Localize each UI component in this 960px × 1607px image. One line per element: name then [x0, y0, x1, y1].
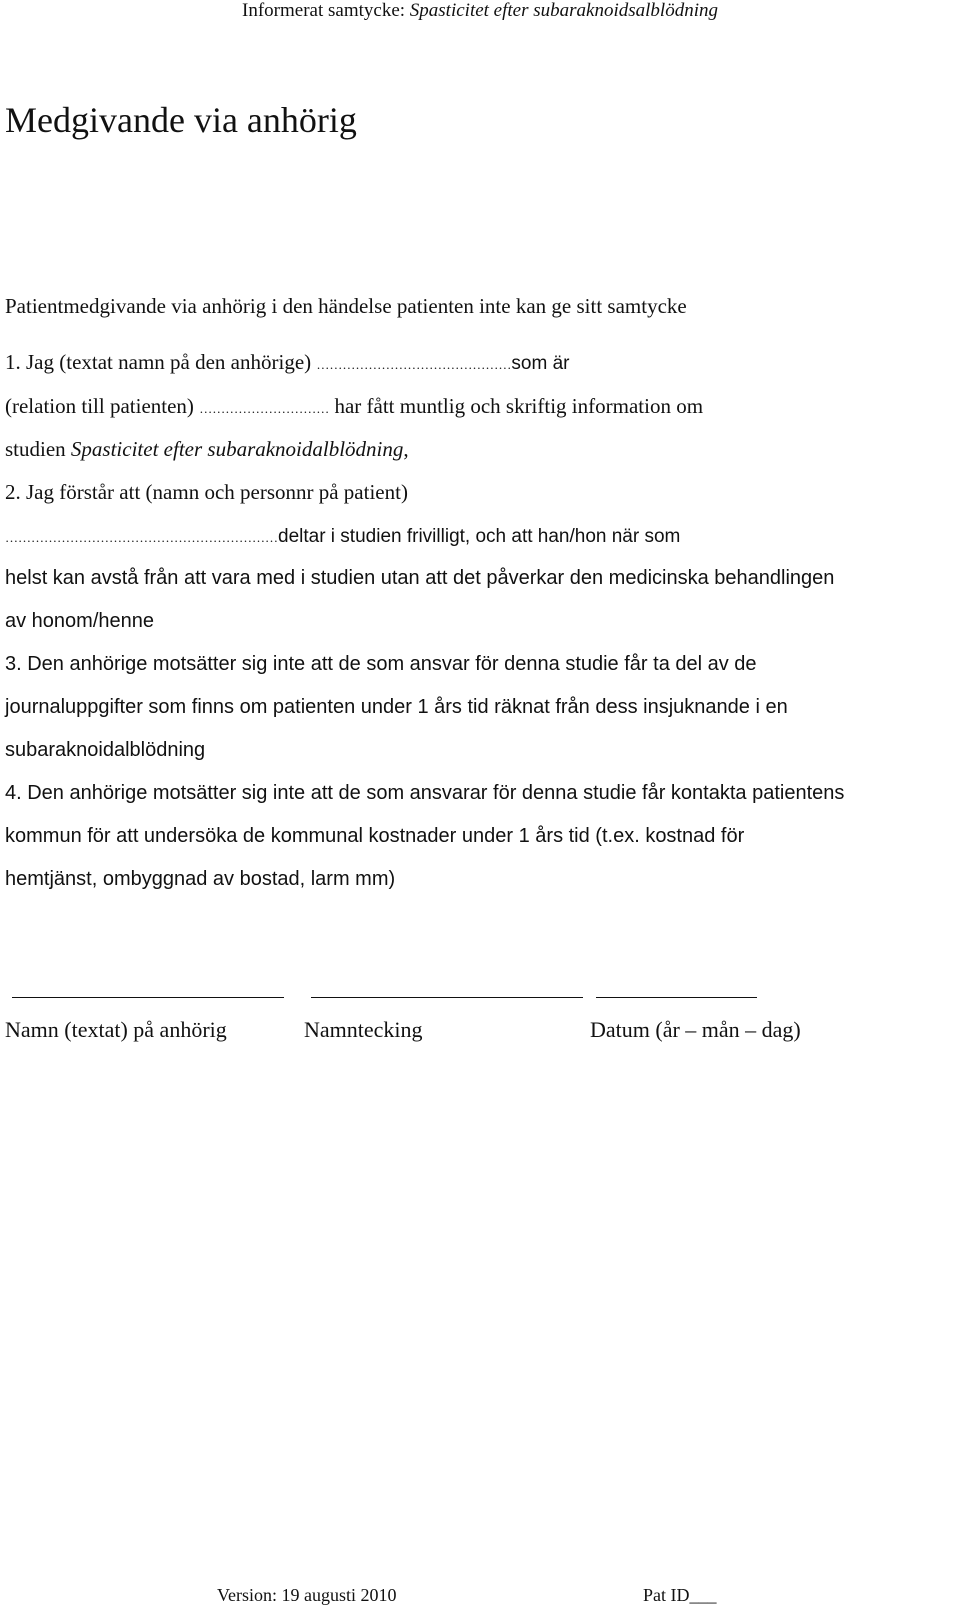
name-signature-line[interactable]	[12, 997, 284, 998]
header-study-title: Spasticitet efter subaraknoidsalblödning	[409, 0, 718, 21]
item2-line2	[5, 522, 680, 551]
item2-line1: 2. Jag förstår att (namn och personnr på patient)	[5, 480, 408, 504]
item4-line2: kommun för att undersöka de kommunal kostnader under 1 års tid (t.ex. kostnad för	[5, 825, 745, 847]
item1-line3	[5, 436, 409, 462]
date-signature-line[interactable]	[596, 997, 757, 998]
relation-field[interactable]: …………………………	[199, 401, 330, 416]
item2-line2-text: deltar i studien frivilligt, och att han/hon när som	[278, 526, 681, 547]
item1-line1-end: som är	[511, 353, 570, 374]
document-title: Medgivande via anhörig	[5, 100, 357, 140]
signature-line[interactable]	[311, 997, 583, 998]
signature-label: Namntecking	[304, 1017, 423, 1042]
item1-line2	[5, 393, 703, 422]
version-text: Version: 19 augusti 2010	[217, 1585, 397, 1605]
item3-line2: journaluppgifter som finns om patienten under 1 års tid räknat från dess insjuknande i en	[5, 696, 788, 718]
item2-line4: av honom/henne	[5, 610, 155, 632]
item4-line3: hemtjänst, ombyggnad av bostad, larm mm)	[5, 868, 396, 890]
intro-text: Patientmedgivande via anhörig i den händelse patienten inte kan ge sitt samtycke	[5, 294, 687, 318]
item1-line2-end: har fått muntlig och skriftig information om	[329, 394, 704, 418]
relative-name-field[interactable]: ………………………………………	[316, 357, 512, 372]
patient-name-field[interactable]: ………………………………………………………	[5, 530, 278, 545]
name-label: Namn (textat) på anhörig	[5, 1017, 227, 1042]
item1-line1-text: 1. Jag (textat namn på den anhörige)	[5, 350, 317, 374]
item1-line2-text: (relation till patienten)	[5, 394, 200, 418]
study-name: Spasticitet efter subaraknoidalblödning	[70, 437, 404, 461]
item4-line1: 4. Den anhörige motsätter sig inte att de som ansvarar för denna studie får kontakta patientens	[5, 782, 845, 804]
pat-id-field[interactable]: Pat ID___	[643, 1585, 717, 1605]
header-prefix: Informerat samtycke:	[242, 0, 410, 21]
date-label: Datum (år – mån – dag)	[590, 1017, 801, 1042]
item2-line3: helst kan avstå från att vara med i studien utan att det påverkar den medicinska behandlingen	[5, 567, 835, 589]
item3-line3: subaraknoidalblödning	[5, 739, 206, 761]
item3-line1: 3. Den anhörige motsätter sig inte att de som ansvar för denna studie får ta del av de	[5, 653, 757, 675]
item1-line3-text: studien	[5, 437, 71, 461]
item1-line1	[5, 349, 569, 378]
page-header	[0, 0, 960, 22]
item1-line3-end: ,	[403, 437, 409, 461]
